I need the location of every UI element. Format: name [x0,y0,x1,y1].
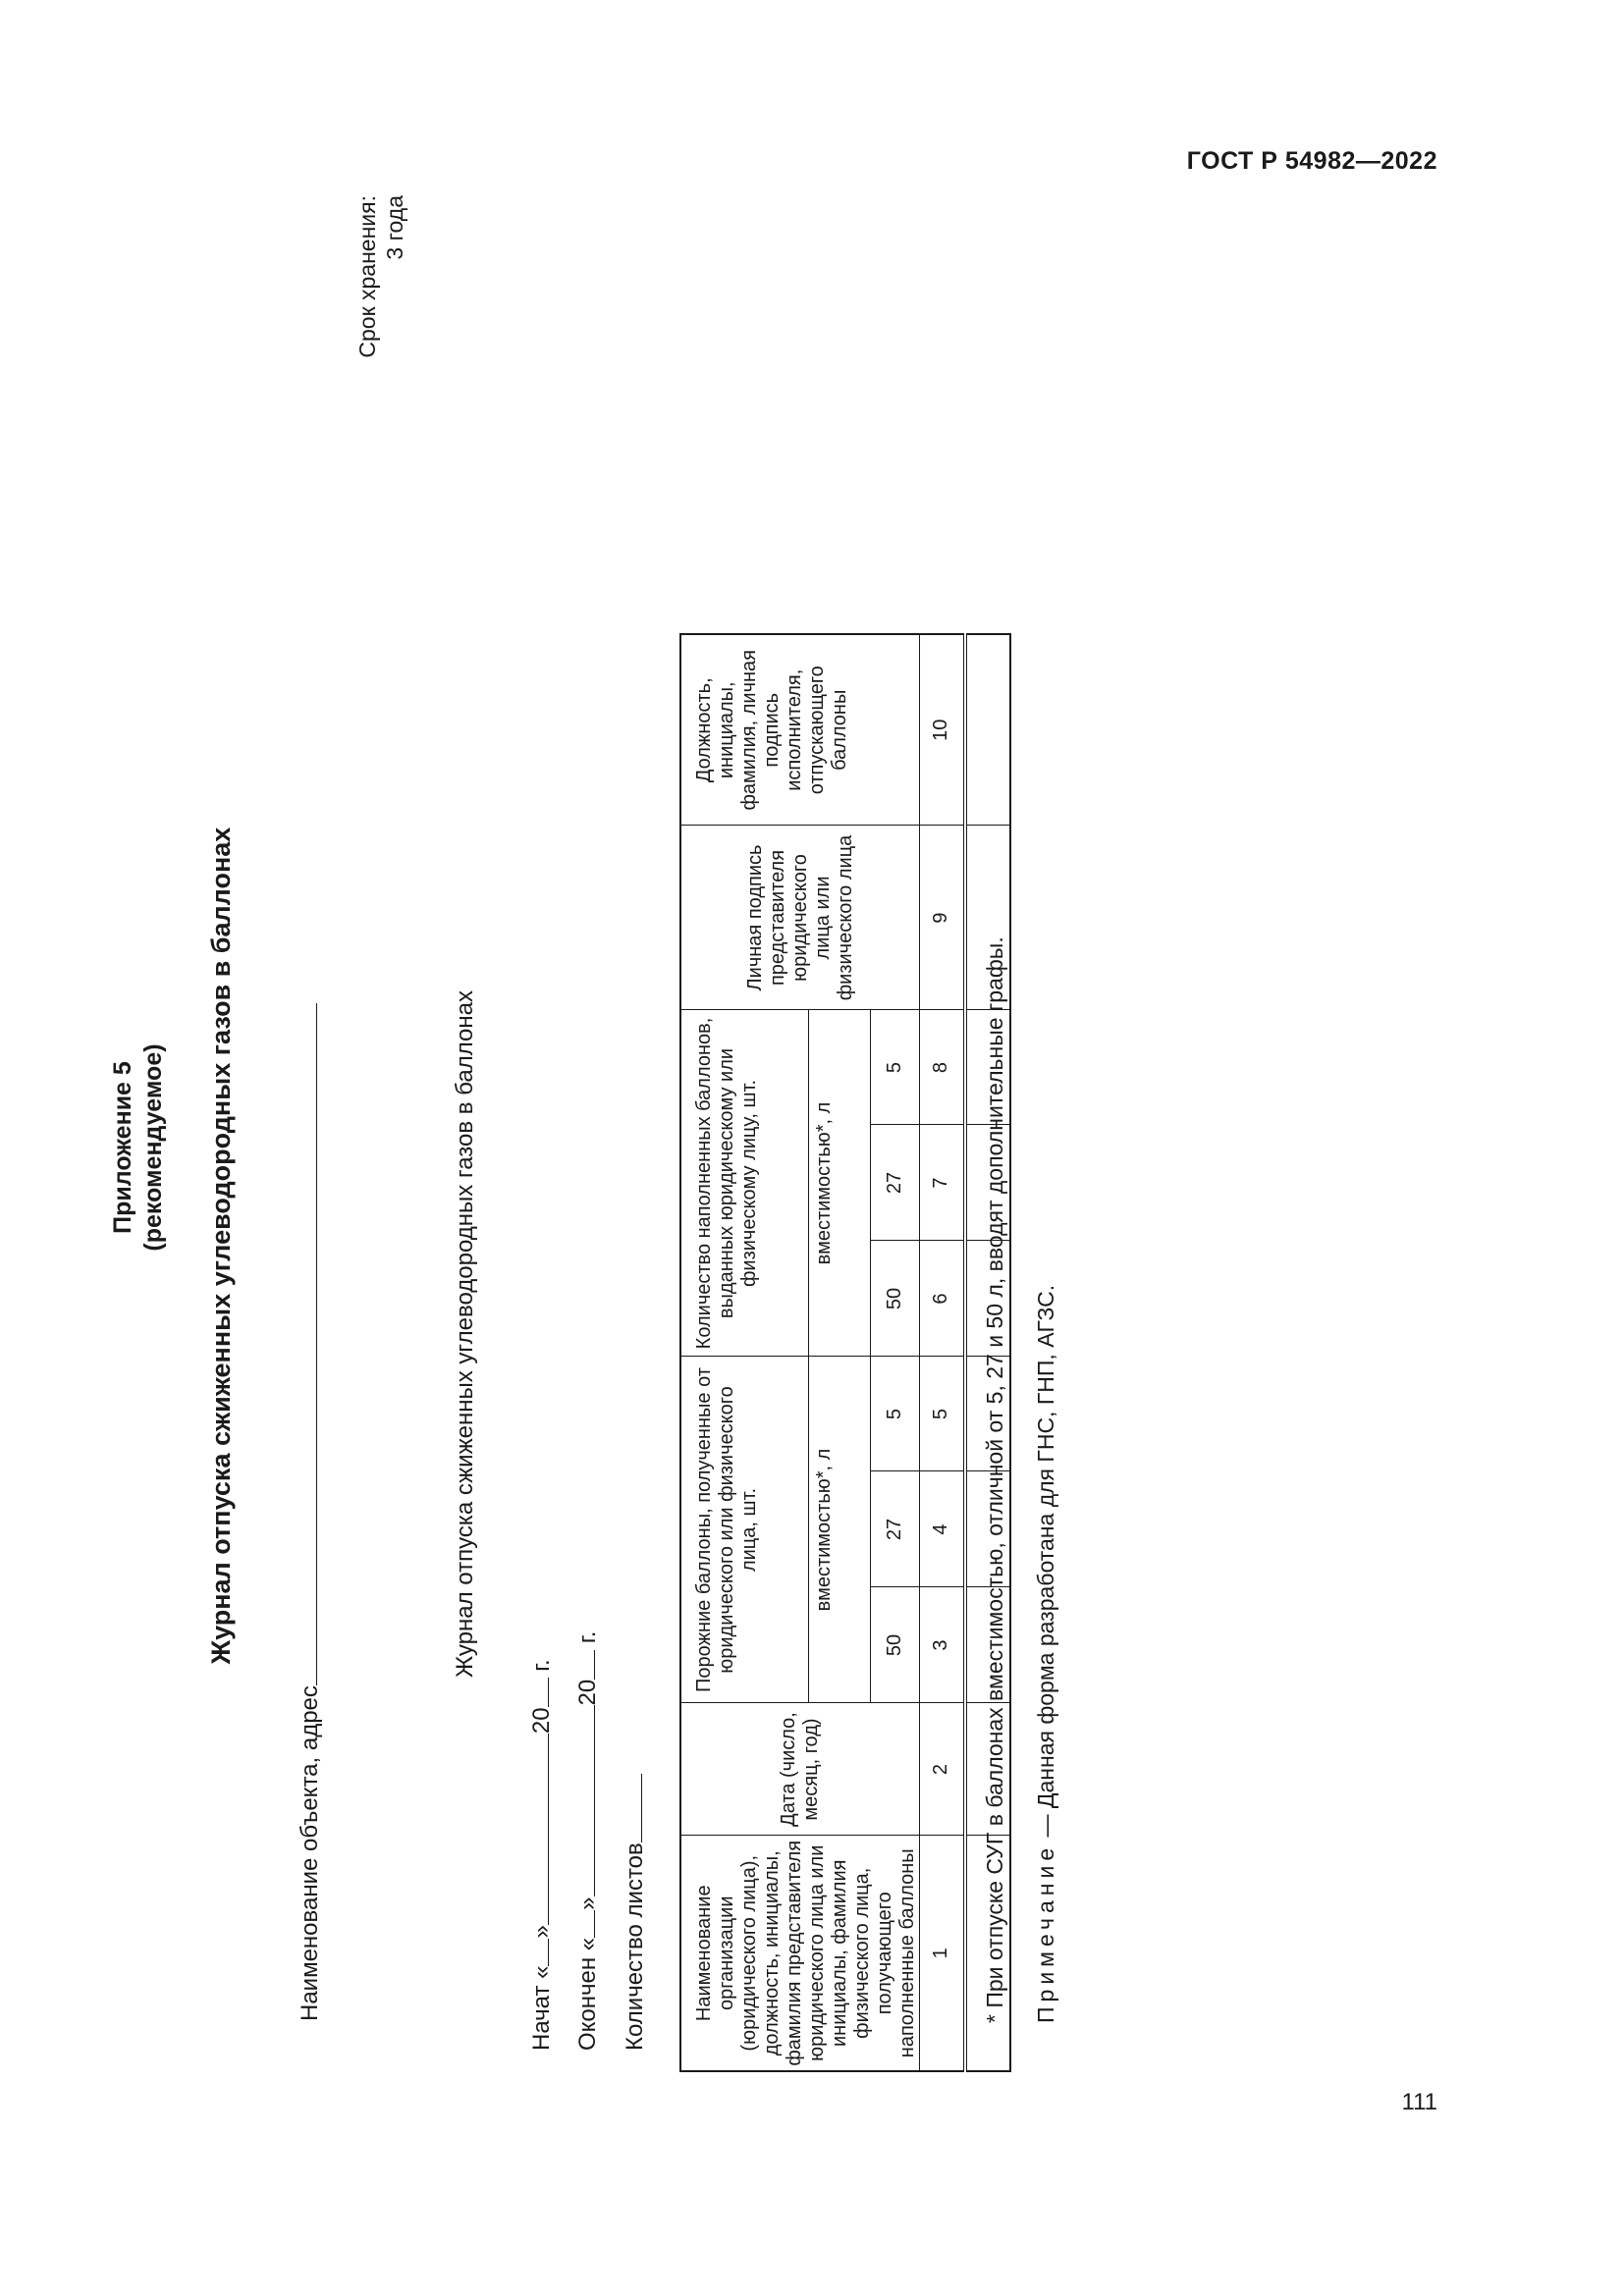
capacity-5: 5 [870,1357,919,1471]
column-number: 7 [920,1125,965,1241]
capacity-27: 27 [870,1125,919,1241]
capacity-50: 50 [870,1587,919,1703]
page-title: Журнал отпуска сжиженных углеводородных газов в баллонах [206,827,236,1665]
retention-value: 3 года [382,195,407,260]
column-number: 4 [920,1471,965,1587]
year-prefix: 20 [574,1679,601,1706]
capacity-5: 5 [870,1010,919,1125]
column-numbers-row [920,634,965,2071]
annex-status: (рекомендуемое) [139,1043,167,1252]
started-day-line [528,1939,549,1966]
started-date-field [528,1659,556,2051]
object-name-line [297,1003,317,1685]
sheets-line [622,1774,642,1842]
retention-period [353,195,408,392]
standard-code: ГОСТ Р 54982—2022 [1186,147,1437,175]
column-number: 6 [920,1241,965,1357]
started-month-line [528,1734,549,1925]
col-header-organization: Наименование организации (юридического лица), должность, инициалы, фамилия представителя юридического лица или инициалы, фамилия физического лица, получающего наполненные баллоны [680,1836,920,2071]
year-prefix: 20 [528,1707,555,1735]
column-number: 8 [920,1010,965,1125]
retention-label: Срок хранения: [354,195,380,358]
ended-day-line [574,1910,595,1938]
journal-name: Журнал отпуска сжиженных углеводородных газов в баллонах [452,990,478,1678]
col-header-empty-cylinders: Порожние баллоны, полученные от юридического или физического лица, шт. [680,1357,809,1703]
column-number: 1 [920,1836,965,2071]
table-cell [965,634,1010,826]
year-suffix: г. [574,1630,601,1644]
col-header-executor: Должность, инициалы, фамилия, личная подпись исполнителя, отпускающего баллоны [680,634,920,826]
quote-close: » [528,1925,555,1939]
started-year-line [528,1678,549,1707]
capacity-50: 50 [870,1241,919,1357]
column-number: 5 [920,1357,965,1471]
capacity-label: вместимостью*, л [809,1357,870,1703]
capacity-label: вместимостью*, л [809,1010,870,1357]
annex-number: Приложение 5 [109,1061,136,1234]
column-number: 9 [920,826,965,1010]
object-name-label: Наименование объекта, адрес [297,1685,323,2021]
ended-label: Окончен « [574,1937,601,2051]
note-text: — Данная форма разработана для ГНС, ГНП, АГЗС. [1033,1284,1058,1843]
journal-table [679,633,1011,2072]
year-suffix: г. [528,1659,555,1672]
note [1033,1285,1059,2023]
sheets-label: Количество листов [622,1842,648,2051]
note-label: Примечание [1033,1842,1058,2023]
col-header-filled-cylinders: Количество наполненных баллонов, выданных юридическому или физическому лицу, шт. [680,1010,809,1357]
footnote: * При отпуске СУГ в баллонах вместимостью, отличной от 5, 27 и 50 л, вводят дополнительные графы. [982,936,1007,2023]
ended-year-line [574,1650,595,1680]
capacity-27: 27 [870,1471,919,1587]
page-number: 111 [1401,2089,1437,2115]
object-name-field [297,1003,324,2021]
quote-close: » [574,1896,601,1910]
ended-date-field [574,1631,602,2051]
sheets-count-field [622,1774,649,2051]
started-label: Начат « [528,1965,555,2051]
column-number: 10 [920,634,965,826]
annex-title [108,853,169,1442]
col-header-signature: Личная подпись представителя юридического лица или физического лица [680,826,920,1010]
ended-month-line [574,1705,595,1896]
column-number: 2 [920,1703,965,1836]
col-header-date: Дата (число, месяц, год) [680,1703,920,1836]
column-number: 3 [920,1587,965,1703]
